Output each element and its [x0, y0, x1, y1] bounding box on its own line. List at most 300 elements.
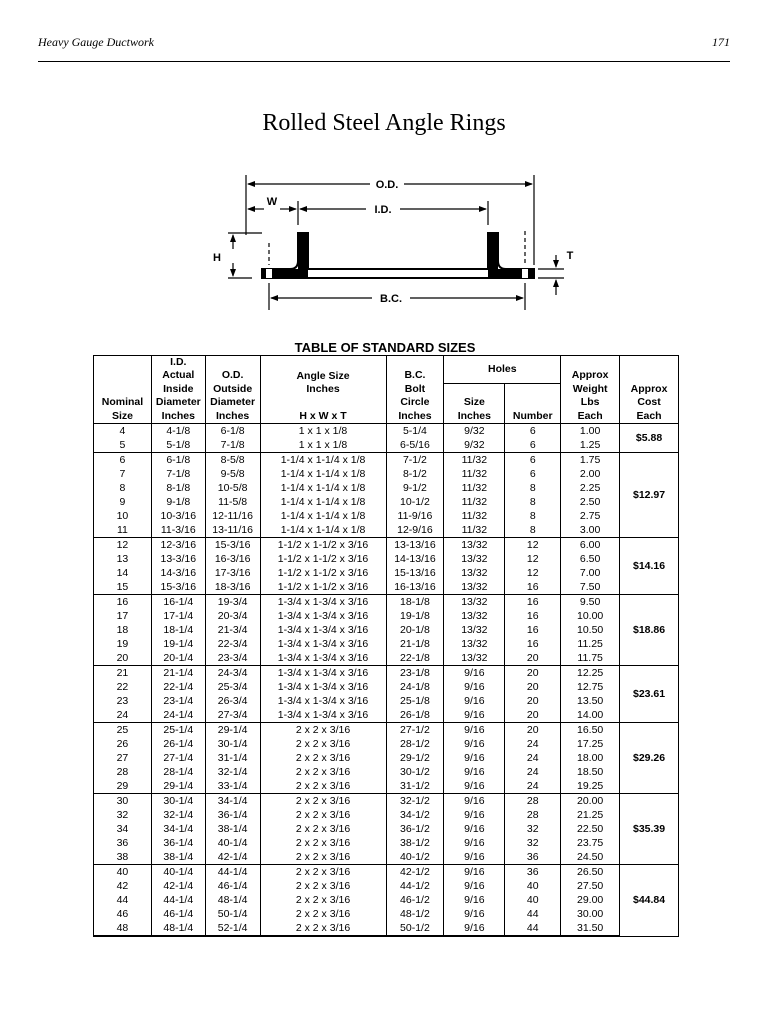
cell-outside-diameter: 13-11/16: [205, 523, 260, 538]
cell-hole-number: 16: [505, 580, 561, 595]
cell-approx-weight: 22.50: [561, 822, 620, 836]
cell-nominal-size: 27: [94, 751, 152, 765]
table-row: [94, 637, 679, 651]
cell-inside-diameter: 44-1/4: [151, 893, 205, 907]
cell-hole-size: 13/32: [444, 552, 505, 566]
cell-approx-weight: 10.50: [561, 623, 620, 637]
cell-approx-weight: 13.50: [561, 694, 620, 708]
cell-angle-size: 1-1/4 x 1-1/4 x 1/8: [260, 495, 386, 509]
cell-angle-size: 1-1/2 x 1-1/2 x 3/16: [260, 566, 386, 580]
cell-hole-size: 9/16: [444, 907, 505, 921]
cell-inside-diameter: 4-1/8: [151, 424, 205, 439]
cell-nominal-size: 4: [94, 424, 152, 439]
cell-hole-number: 20: [505, 694, 561, 708]
table-title: TABLE OF STANDARD SIZES: [294, 340, 476, 355]
cell-hole-size: 9/16: [444, 822, 505, 836]
cell-bolt-circle: 50-1/2: [386, 921, 444, 936]
header-angle-size: Angle Size Inches H x W x T: [260, 356, 386, 424]
cell-hole-size: 13/32: [444, 580, 505, 595]
header-nominal-size: Nominal Size: [94, 356, 152, 424]
cell-hole-number: 8: [505, 495, 561, 509]
cell-nominal-size: 24: [94, 708, 152, 723]
cell-inside-diameter: 22-1/4: [151, 680, 205, 694]
cell-hole-size: 9/16: [444, 808, 505, 822]
table-row: [94, 609, 679, 623]
cell-hole-number: 20: [505, 651, 561, 666]
cell-approx-weight: 6.50: [561, 552, 620, 566]
cell-nominal-size: 40: [94, 865, 152, 880]
cell-nominal-size: 46: [94, 907, 152, 921]
cell-hole-size: 9/16: [444, 779, 505, 794]
header-weight: Approx Weight Lbs Each: [561, 356, 620, 424]
cell-bolt-circle: 32-1/2: [386, 794, 444, 809]
cell-nominal-size: 25: [94, 723, 152, 738]
cell-hole-number: 6: [505, 424, 561, 439]
cell-nominal-size: 20: [94, 651, 152, 666]
cell-hole-number: 12: [505, 566, 561, 580]
cell-hole-size: 9/32: [444, 424, 505, 439]
cell-approx-weight: 18.50: [561, 765, 620, 779]
cell-nominal-size: 36: [94, 836, 152, 850]
cell-outside-diameter: 12-11/16: [205, 509, 260, 523]
header-inside-diameter: I.D. Actual Inside Diameter Inches: [151, 356, 205, 424]
cell-angle-size: 1 x 1 x 1/8: [260, 438, 386, 453]
cell-outside-diameter: 38-1/4: [205, 822, 260, 836]
cell-bolt-circle: 36-1/2: [386, 822, 444, 836]
cell-outside-diameter: 24-3/4: [205, 666, 260, 681]
cell-angle-size: 2 x 2 x 3/16: [260, 794, 386, 809]
table-row: [94, 538, 679, 553]
cell-hole-size: 13/32: [444, 623, 505, 637]
cell-inside-diameter: 27-1/4: [151, 751, 205, 765]
cell-approx-cost: $29.26: [620, 723, 679, 794]
cell-nominal-size: 19: [94, 637, 152, 651]
cell-approx-weight: 3.00: [561, 523, 620, 538]
cell-inside-diameter: 9-1/8: [151, 495, 205, 509]
cell-approx-weight: 12.75: [561, 680, 620, 694]
cell-outside-diameter: 31-1/4: [205, 751, 260, 765]
od-label: O.D.: [375, 179, 399, 191]
cell-outside-diameter: 23-3/4: [205, 651, 260, 666]
cell-outside-diameter: 52-1/4: [205, 921, 260, 936]
table-row: [94, 623, 679, 637]
cell-outside-diameter: 25-3/4: [205, 680, 260, 694]
cell-hole-size: 9/32: [444, 438, 505, 453]
cell-approx-weight: 17.25: [561, 737, 620, 751]
cell-inside-diameter: 15-3/16: [151, 580, 205, 595]
cell-hole-number: 20: [505, 723, 561, 738]
cell-hole-size: 9/16: [444, 921, 505, 936]
cell-hole-number: 12: [505, 538, 561, 553]
cell-inside-diameter: 14-3/16: [151, 566, 205, 580]
cell-hole-size: 9/16: [444, 737, 505, 751]
table-row: [94, 850, 679, 865]
cell-approx-weight: 6.00: [561, 538, 620, 553]
cell-approx-cost: $44.84: [620, 865, 679, 937]
cell-outside-diameter: 34-1/4: [205, 794, 260, 809]
cell-angle-size: 1 x 1 x 1/8: [260, 424, 386, 439]
cell-approx-weight: 24.50: [561, 850, 620, 865]
table-row: [94, 879, 679, 893]
cell-hole-size: 9/16: [444, 694, 505, 708]
cell-approx-weight: 7.50: [561, 580, 620, 595]
cell-hole-size: 9/16: [444, 865, 505, 880]
cell-hole-number: 6: [505, 453, 561, 468]
cell-angle-size: 2 x 2 x 3/16: [260, 850, 386, 865]
cell-inside-diameter: 32-1/4: [151, 808, 205, 822]
cell-nominal-size: 30: [94, 794, 152, 809]
table-row: [94, 680, 679, 694]
t-label: T: [566, 250, 574, 262]
cell-bolt-circle: 25-1/8: [386, 694, 444, 708]
cell-hole-number: 8: [505, 523, 561, 538]
cell-nominal-size: 16: [94, 595, 152, 610]
cell-hole-size: 11/32: [444, 495, 505, 509]
cell-hole-size: 13/32: [444, 566, 505, 580]
cell-hole-size: 9/16: [444, 680, 505, 694]
cell-inside-diameter: 7-1/8: [151, 467, 205, 481]
cell-bolt-circle: 22-1/8: [386, 651, 444, 666]
cell-outside-diameter: 10-5/8: [205, 481, 260, 495]
cell-bolt-circle: 5-1/4: [386, 424, 444, 439]
cell-outside-diameter: 33-1/4: [205, 779, 260, 794]
cell-bolt-circle: 20-1/8: [386, 623, 444, 637]
cell-angle-size: 1-3/4 x 1-3/4 x 3/16: [260, 623, 386, 637]
cell-nominal-size: 28: [94, 765, 152, 779]
table-row: [94, 651, 679, 666]
table-row: [94, 523, 679, 538]
cell-approx-cost: $12.97: [620, 453, 679, 538]
table-row: [94, 495, 679, 509]
cell-approx-weight: 2.25: [561, 481, 620, 495]
table-body: [94, 424, 679, 937]
cell-angle-size: 1-3/4 x 1-3/4 x 3/16: [260, 666, 386, 681]
cell-angle-size: 1-3/4 x 1-3/4 x 3/16: [260, 694, 386, 708]
cell-inside-diameter: 40-1/4: [151, 865, 205, 880]
cell-inside-diameter: 21-1/4: [151, 666, 205, 681]
cell-inside-diameter: 16-1/4: [151, 595, 205, 610]
cell-nominal-size: 21: [94, 666, 152, 681]
header-outside-diameter: O.D. Outside Diameter Inches: [205, 356, 260, 424]
cell-hole-size: 9/16: [444, 666, 505, 681]
table-row: [94, 893, 679, 907]
cell-bolt-circle: 31-1/2: [386, 779, 444, 794]
cell-nominal-size: 7: [94, 467, 152, 481]
cell-outside-diameter: 6-1/8: [205, 424, 260, 439]
cell-angle-size: 1-1/4 x 1-1/4 x 1/8: [260, 509, 386, 523]
cell-angle-size: 1-1/4 x 1-1/4 x 1/8: [260, 481, 386, 495]
cell-nominal-size: 34: [94, 822, 152, 836]
cell-approx-cost: $5.88: [620, 424, 679, 453]
cell-approx-cost: $23.61: [620, 666, 679, 723]
cell-bolt-circle: 30-1/2: [386, 765, 444, 779]
cell-angle-size: 2 x 2 x 3/16: [260, 779, 386, 794]
cell-inside-diameter: 26-1/4: [151, 737, 205, 751]
table-row: [94, 779, 679, 794]
header-holes: Holes: [444, 356, 561, 384]
header-rule: [38, 61, 730, 62]
cell-angle-size: 2 x 2 x 3/16: [260, 836, 386, 850]
cell-outside-diameter: 40-1/4: [205, 836, 260, 850]
cell-hole-size: 13/32: [444, 595, 505, 610]
cell-bolt-circle: 6-5/16: [386, 438, 444, 453]
cell-hole-number: 20: [505, 680, 561, 694]
cell-nominal-size: 29: [94, 779, 152, 794]
cell-bolt-circle: 8-1/2: [386, 467, 444, 481]
cell-angle-size: 2 x 2 x 3/16: [260, 723, 386, 738]
cell-bolt-circle: 48-1/2: [386, 907, 444, 921]
cell-inside-diameter: 19-1/4: [151, 637, 205, 651]
table-row: [94, 921, 679, 936]
cell-hole-size: 13/32: [444, 538, 505, 553]
cell-approx-weight: 26.50: [561, 865, 620, 880]
cell-hole-number: 32: [505, 836, 561, 850]
cell-inside-diameter: 6-1/8: [151, 453, 205, 468]
arrowheads: [230, 181, 559, 301]
cell-nominal-size: 17: [94, 609, 152, 623]
cell-hole-number: 16: [505, 637, 561, 651]
cell-angle-size: 1-3/4 x 1-3/4 x 3/16: [260, 637, 386, 651]
cell-angle-size: 2 x 2 x 3/16: [260, 751, 386, 765]
cell-approx-weight: 2.00: [561, 467, 620, 481]
cell-approx-cost: $18.86: [620, 595, 679, 666]
cell-angle-size: 2 x 2 x 3/16: [260, 865, 386, 880]
table-row: [94, 438, 679, 453]
table-row: [94, 794, 679, 809]
cell-hole-number: 16: [505, 595, 561, 610]
h-label: H: [213, 252, 221, 264]
cell-approx-weight: 19.25: [561, 779, 620, 794]
cell-angle-size: 1-3/4 x 1-3/4 x 3/16: [260, 609, 386, 623]
cell-bolt-circle: 16-13/16: [386, 580, 444, 595]
cell-angle-size: 2 x 2 x 3/16: [260, 921, 386, 936]
cell-outside-diameter: 30-1/4: [205, 737, 260, 751]
cell-inside-diameter: 20-1/4: [151, 651, 205, 666]
cell-approx-weight: 14.00: [561, 708, 620, 723]
cell-inside-diameter: 46-1/4: [151, 907, 205, 921]
cell-approx-weight: 1.00: [561, 424, 620, 439]
cell-inside-diameter: 42-1/4: [151, 879, 205, 893]
cell-nominal-size: 18: [94, 623, 152, 637]
cell-inside-diameter: 34-1/4: [151, 822, 205, 836]
cell-outside-diameter: 27-3/4: [205, 708, 260, 723]
table-row: [94, 453, 679, 468]
cell-hole-number: 24: [505, 751, 561, 765]
table-row: [94, 666, 679, 681]
cell-outside-diameter: 48-1/4: [205, 893, 260, 907]
cell-approx-weight: 12.25: [561, 666, 620, 681]
table-row: [94, 509, 679, 523]
header-bolt-circle: B.C. Bolt Circle Inches: [386, 356, 444, 424]
header-hole-number: Number: [505, 384, 561, 424]
cell-inside-diameter: 24-1/4: [151, 708, 205, 723]
cell-hole-number: 40: [505, 893, 561, 907]
cell-nominal-size: 38: [94, 850, 152, 865]
cell-hole-size: 11/32: [444, 453, 505, 468]
cell-hole-number: 24: [505, 765, 561, 779]
cell-hole-size: 11/32: [444, 467, 505, 481]
cell-angle-size: 1-1/2 x 1-1/2 x 3/16: [260, 580, 386, 595]
cell-nominal-size: 14: [94, 566, 152, 580]
cell-approx-cost: $35.39: [620, 794, 679, 865]
cell-hole-number: 20: [505, 666, 561, 681]
cell-nominal-size: 9: [94, 495, 152, 509]
cell-outside-diameter: 26-3/4: [205, 694, 260, 708]
cell-inside-diameter: 38-1/4: [151, 850, 205, 865]
cell-hole-number: 16: [505, 609, 561, 623]
table-row: [94, 737, 679, 751]
cell-outside-diameter: 22-3/4: [205, 637, 260, 651]
cell-hole-size: 13/32: [444, 609, 505, 623]
table-row: [94, 808, 679, 822]
cell-hole-number: 40: [505, 879, 561, 893]
cell-nominal-size: 26: [94, 737, 152, 751]
cell-hole-number: 36: [505, 865, 561, 880]
w-label: W: [266, 196, 278, 208]
cell-bolt-circle: 34-1/2: [386, 808, 444, 822]
table-row: [94, 907, 679, 921]
cell-hole-size: 9/16: [444, 879, 505, 893]
cell-hole-size: 11/32: [444, 523, 505, 538]
table-row: [94, 836, 679, 850]
cell-nominal-size: 6: [94, 453, 152, 468]
cell-approx-weight: 1.75: [561, 453, 620, 468]
cell-approx-weight: 29.00: [561, 893, 620, 907]
cell-bolt-circle: 13-13/16: [386, 538, 444, 553]
cell-approx-weight: 2.50: [561, 495, 620, 509]
table-row: [94, 765, 679, 779]
cell-inside-diameter: 25-1/4: [151, 723, 205, 738]
bc-label: B.C.: [380, 293, 402, 305]
cell-outside-diameter: 44-1/4: [205, 865, 260, 880]
cell-outside-diameter: 42-1/4: [205, 850, 260, 865]
cell-approx-weight: 1.25: [561, 438, 620, 453]
cell-nominal-size: 11: [94, 523, 152, 538]
cell-angle-size: 1-3/4 x 1-3/4 x 3/16: [260, 595, 386, 610]
table-row: [94, 424, 679, 439]
cell-outside-diameter: 16-3/16: [205, 552, 260, 566]
header-cost: Approx Cost Each: [620, 356, 679, 424]
table-row: [94, 723, 679, 738]
cell-outside-diameter: 17-3/16: [205, 566, 260, 580]
cell-outside-diameter: 9-5/8: [205, 467, 260, 481]
table-row: [94, 580, 679, 595]
cell-outside-diameter: 21-3/4: [205, 623, 260, 637]
cell-bolt-circle: 10-1/2: [386, 495, 444, 509]
cell-hole-number: 44: [505, 907, 561, 921]
cell-approx-weight: 11.25: [561, 637, 620, 651]
cell-nominal-size: 22: [94, 680, 152, 694]
cell-angle-size: 2 x 2 x 3/16: [260, 737, 386, 751]
cell-angle-size: 1-1/2 x 1-1/2 x 3/16: [260, 552, 386, 566]
cell-hole-size: 11/32: [444, 509, 505, 523]
cell-inside-diameter: 29-1/4: [151, 779, 205, 794]
cell-hole-size: 9/16: [444, 850, 505, 865]
cell-inside-diameter: 5-1/8: [151, 438, 205, 453]
cell-approx-weight: 21.25: [561, 808, 620, 822]
cell-angle-size: 2 x 2 x 3/16: [260, 822, 386, 836]
cell-hole-size: 9/16: [444, 723, 505, 738]
cell-bolt-circle: 27-1/2: [386, 723, 444, 738]
cell-bolt-circle: 9-1/2: [386, 481, 444, 495]
cell-hole-size: 9/16: [444, 708, 505, 723]
cell-inside-diameter: 11-3/16: [151, 523, 205, 538]
cell-approx-weight: 9.50: [561, 595, 620, 610]
cell-inside-diameter: 23-1/4: [151, 694, 205, 708]
cell-hole-size: 11/32: [444, 481, 505, 495]
table-row: [94, 552, 679, 566]
cell-hole-number: 8: [505, 481, 561, 495]
cell-approx-weight: 10.00: [561, 609, 620, 623]
cell-outside-diameter: 11-5/8: [205, 495, 260, 509]
bolt-hole-left: [266, 269, 272, 278]
cell-angle-size: 2 x 2 x 3/16: [260, 907, 386, 921]
cell-hole-size: 9/16: [444, 751, 505, 765]
cell-bolt-circle: 26-1/8: [386, 708, 444, 723]
cell-inside-diameter: 48-1/4: [151, 921, 205, 936]
id-label: I.D.: [374, 204, 392, 216]
cell-nominal-size: 44: [94, 893, 152, 907]
cell-outside-diameter: 50-1/4: [205, 907, 260, 921]
cell-hole-number: 28: [505, 794, 561, 809]
cell-bolt-circle: 29-1/2: [386, 751, 444, 765]
cell-inside-diameter: 10-3/16: [151, 509, 205, 523]
table-row: [94, 865, 679, 880]
cell-nominal-size: 13: [94, 552, 152, 566]
cell-hole-size: 9/16: [444, 794, 505, 809]
cell-approx-weight: 23.75: [561, 836, 620, 850]
cell-outside-diameter: 15-3/16: [205, 538, 260, 553]
cell-outside-diameter: 20-3/4: [205, 609, 260, 623]
extension-lines: [228, 175, 564, 310]
standard-sizes-table: [93, 355, 679, 937]
cell-nominal-size: 12: [94, 538, 152, 553]
cell-hole-size: 13/32: [444, 637, 505, 651]
cell-bolt-circle: 40-1/2: [386, 850, 444, 865]
cell-nominal-size: 5: [94, 438, 152, 453]
cell-approx-weight: 18.00: [561, 751, 620, 765]
cell-outside-diameter: 46-1/4: [205, 879, 260, 893]
cell-bolt-circle: 19-1/8: [386, 609, 444, 623]
cell-angle-size: 1-1/2 x 1-1/2 x 3/16: [260, 538, 386, 553]
cell-hole-number: 36: [505, 850, 561, 865]
table-row: [94, 708, 679, 723]
cell-angle-size: 1-3/4 x 1-3/4 x 3/16: [260, 680, 386, 694]
cell-nominal-size: 10: [94, 509, 152, 523]
cell-hole-size: 13/32: [444, 651, 505, 666]
cell-bolt-circle: 7-1/2: [386, 453, 444, 468]
dimension-lines: [233, 184, 556, 298]
cell-approx-weight: 30.00: [561, 907, 620, 921]
cell-bolt-circle: 44-1/2: [386, 879, 444, 893]
cell-hole-number: 20: [505, 708, 561, 723]
cell-bolt-circle: 38-1/2: [386, 836, 444, 850]
cell-angle-size: 2 x 2 x 3/16: [260, 879, 386, 893]
cell-bolt-circle: 42-1/2: [386, 865, 444, 880]
cell-bolt-circle: 14-13/16: [386, 552, 444, 566]
cell-hole-number: 12: [505, 552, 561, 566]
cell-hole-number: 44: [505, 921, 561, 936]
cell-hole-number: 28: [505, 808, 561, 822]
header-hole-size: Size Inches: [444, 384, 505, 424]
cell-approx-weight: 20.00: [561, 794, 620, 809]
cell-outside-diameter: 7-1/8: [205, 438, 260, 453]
cell-bolt-circle: 15-13/16: [386, 566, 444, 580]
page-title: Rolled Steel Angle Rings: [262, 110, 506, 136]
cell-bolt-circle: 46-1/2: [386, 893, 444, 907]
cell-outside-diameter: 8-5/8: [205, 453, 260, 468]
cell-bolt-circle: 24-1/8: [386, 680, 444, 694]
